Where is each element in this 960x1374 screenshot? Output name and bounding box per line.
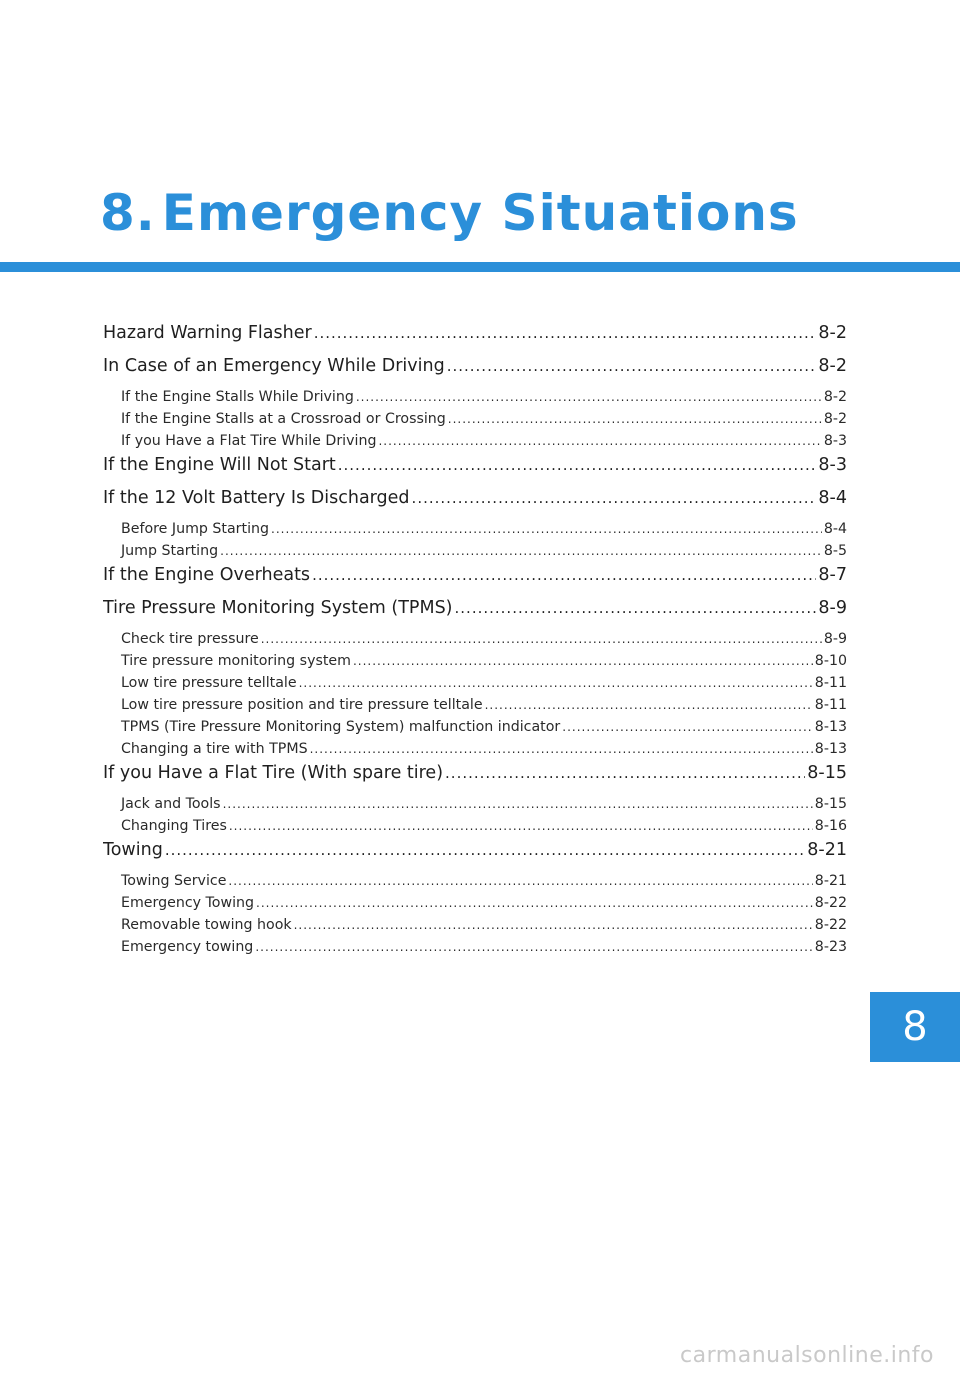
toc-dot-leader xyxy=(294,914,813,936)
toc-entry-label: Check tire pressure xyxy=(121,631,259,647)
toc-subsection-entry[interactable] xyxy=(103,540,847,562)
title-rule xyxy=(0,262,960,272)
toc-entry-label: Hazard Warning Flasher xyxy=(103,323,312,343)
toc-dot-leader xyxy=(445,760,805,786)
toc-dot-leader xyxy=(353,650,813,672)
toc-dot-leader xyxy=(165,837,805,863)
toc-subsection-entry[interactable] xyxy=(103,650,847,672)
chapter-number: 8. xyxy=(100,184,156,242)
toc-dot-leader xyxy=(314,320,817,346)
toc-entry-page: 8-3 xyxy=(818,455,847,475)
toc-dot-leader xyxy=(412,485,817,511)
toc-entry-label: If the Engine Stalls While Driving xyxy=(121,389,354,405)
toc-section-entry[interactable] xyxy=(103,595,847,628)
toc-dot-leader xyxy=(455,595,817,621)
toc-dot-leader xyxy=(338,452,817,478)
chapter-side-tab[interactable] xyxy=(870,992,960,1062)
toc-subsection-entry[interactable] xyxy=(103,892,847,914)
toc-entry-page: 8-15 xyxy=(807,763,847,783)
toc-entry-page: 8-2 xyxy=(818,323,847,343)
toc-entry-page: 8-15 xyxy=(814,796,847,812)
toc-subsection-entry[interactable] xyxy=(103,738,847,760)
toc-dot-leader xyxy=(310,738,813,760)
toc-section-entry[interactable] xyxy=(103,562,847,595)
toc-entry-page: 8-10 xyxy=(814,653,847,669)
toc-entry-page: 8-9 xyxy=(818,598,847,618)
toc-entry-label: In Case of an Emergency While Driving xyxy=(103,356,445,376)
toc-dot-leader xyxy=(229,815,813,837)
toc-entry-label: If you Have a Flat Tire While Driving xyxy=(121,433,377,449)
toc-dot-leader xyxy=(448,408,822,430)
toc-entry-page: 8-11 xyxy=(814,697,847,713)
toc-entry-label: Emergency towing xyxy=(121,939,254,955)
toc-entry-page: 8-9 xyxy=(823,631,847,647)
toc-dot-leader xyxy=(256,892,813,914)
toc-entry-page: 8-22 xyxy=(814,917,847,933)
watermark: carmanualsonline.info xyxy=(680,1343,934,1368)
toc-entry-label: If the Engine Stalls at a Crossroad or Crossing xyxy=(121,411,446,427)
toc-entry-page: 8-4 xyxy=(823,521,847,537)
toc-section-entry[interactable] xyxy=(103,837,847,870)
toc-entry-page: 8-4 xyxy=(818,488,847,508)
toc-entry-label: If the Engine Overheats xyxy=(103,565,311,585)
toc-dot-leader xyxy=(312,562,816,588)
toc-section-entry[interactable] xyxy=(103,452,847,485)
toc-subsection-entry[interactable] xyxy=(103,386,847,408)
toc-entry-label: Towing Service xyxy=(121,873,227,889)
toc-subsection-entry[interactable] xyxy=(103,936,847,958)
toc-subsection-entry[interactable] xyxy=(103,430,847,452)
chapter-side-tab-label: 8 xyxy=(902,1004,928,1050)
toc-entry-page: 8-7 xyxy=(818,565,847,585)
toc-subsection-entry[interactable] xyxy=(103,716,847,738)
toc-entry-label: If you Have a Flat Tire (With spare tire) xyxy=(103,763,444,783)
toc-subsection-entry[interactable] xyxy=(103,793,847,815)
toc-subsection-entry[interactable] xyxy=(103,408,847,430)
toc-entry-label: If the 12 Volt Battery Is Discharged xyxy=(103,488,410,508)
toc-entry-label: Tire pressure monitoring system xyxy=(121,653,351,669)
toc-entry-label: Removable towing hook xyxy=(121,917,292,933)
toc-subsection-entry[interactable] xyxy=(103,518,847,540)
toc-subsection-entry[interactable] xyxy=(103,694,847,716)
toc-dot-leader xyxy=(356,386,822,408)
toc-dot-leader xyxy=(228,870,812,892)
toc-section-entry[interactable] xyxy=(103,485,847,518)
chapter-title xyxy=(100,184,799,242)
toc-subsection-entry[interactable] xyxy=(103,815,847,837)
toc-entry-page: 8-2 xyxy=(823,411,847,427)
toc-entry-page: 8-5 xyxy=(823,543,847,559)
toc-entry-page: 8-2 xyxy=(823,389,847,405)
toc-section-entry[interactable] xyxy=(103,760,847,793)
toc-dot-leader xyxy=(485,694,813,716)
toc-subsection-entry[interactable] xyxy=(103,628,847,650)
toc-entry-label: Changing Tires xyxy=(121,818,227,834)
toc-entry-label: If the Engine Will Not Start xyxy=(103,455,336,475)
toc-section-entry[interactable] xyxy=(103,320,847,353)
toc-dot-leader xyxy=(447,353,817,379)
toc-entry-page: 8-23 xyxy=(814,939,847,955)
toc-entry-label: Before Jump Starting xyxy=(121,521,270,537)
toc-entry-page: 8-21 xyxy=(814,873,847,889)
toc-entry-page: 8-16 xyxy=(814,818,847,834)
toc-entry-page: 8-11 xyxy=(814,675,847,691)
toc-section-entry[interactable] xyxy=(103,353,847,386)
toc-entry-label: Jack and Tools xyxy=(121,796,221,812)
toc-entry-page: 8-22 xyxy=(814,895,847,911)
toc-dot-leader xyxy=(261,628,822,650)
chapter-title-text: Emergency Situations xyxy=(161,184,799,242)
toc-subsection-entry[interactable] xyxy=(103,672,847,694)
toc-entry-page: 8-3 xyxy=(823,433,847,449)
toc-entry-page: 8-13 xyxy=(814,719,847,735)
toc-dot-leader xyxy=(378,430,821,452)
toc-subsection-entry[interactable] xyxy=(103,870,847,892)
toc-dot-leader xyxy=(271,518,822,540)
toc-entry-label: Tire Pressure Monitoring System (TPMS) xyxy=(103,598,453,618)
toc-entry-label: Low tire pressure telltale xyxy=(121,675,297,691)
toc-entry-label: TPMS (Tire Pressure Monitoring System) malfunction indicator xyxy=(121,719,561,735)
toc-dot-leader xyxy=(562,716,813,738)
toc-dot-leader xyxy=(255,936,812,958)
toc-dot-leader xyxy=(299,672,813,694)
toc-entry-label: Emergency Towing xyxy=(121,895,255,911)
table-of-contents xyxy=(103,320,847,958)
toc-entry-page: 8-21 xyxy=(807,840,847,860)
toc-entry-label: Jump Starting xyxy=(121,543,219,559)
toc-subsection-entry[interactable] xyxy=(103,914,847,936)
toc-entry-label: Towing xyxy=(103,840,163,860)
toc-entry-page: 8-2 xyxy=(818,356,847,376)
toc-entry-page: 8-13 xyxy=(814,741,847,757)
toc-entry-label: Low tire pressure position and tire pressure telltale xyxy=(121,697,483,713)
toc-entry-label: Changing a tire with TPMS xyxy=(121,741,308,757)
toc-dot-leader xyxy=(220,540,822,562)
toc-dot-leader xyxy=(223,793,813,815)
